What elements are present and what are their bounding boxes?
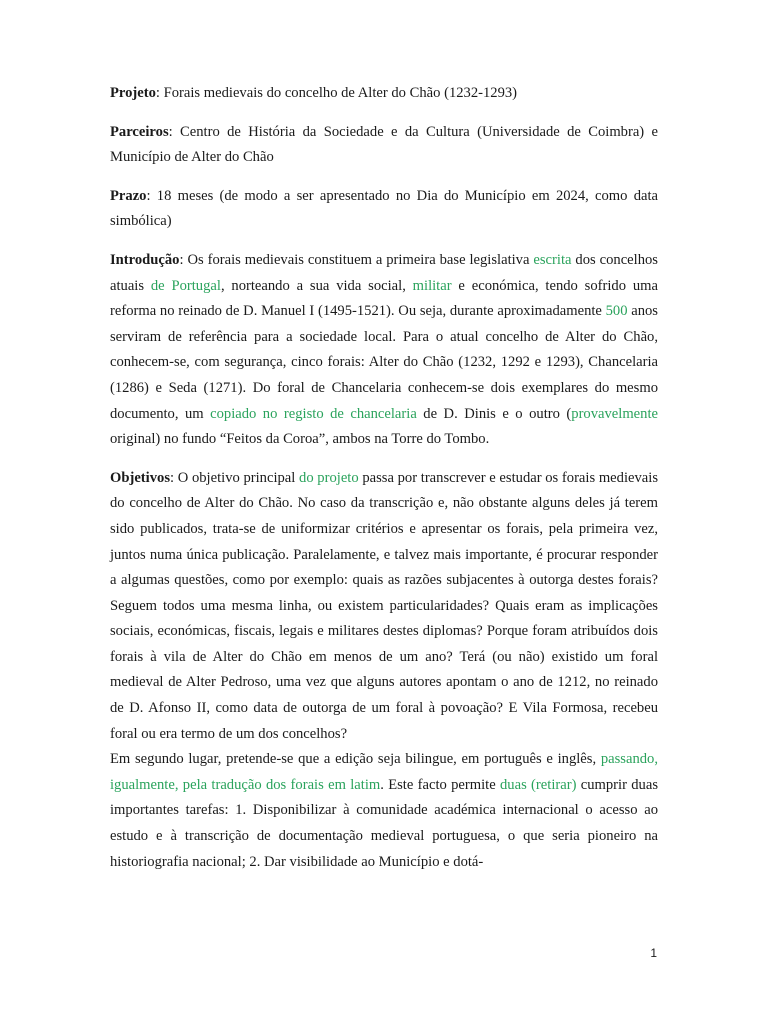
text-segment: e económica, tendo sofrido uma reforma no reinado de D. Manuel I (1495-1521). Ou seja, durante aproximadamente [110, 277, 658, 320]
highlighted-text: passando, igualmente, pela tradução dos forais em latim [110, 751, 658, 793]
label-introducao: Introdução [110, 251, 180, 268]
text-segment: dos concelhos atuais [110, 251, 658, 294]
label-parceiros: Parceiros [110, 123, 169, 140]
paragraph-projeto [110, 81, 658, 107]
text-segment: . Este facto permite [380, 776, 500, 793]
text-segment: Em segundo lugar, pretende-se que a edição seja bilingue, em português e inglês, [110, 751, 601, 768]
text-segment: cumprir duas importantes tarefas: 1. Disponibilizar à comunidade académica internacional o acesso ao estudo e à transcrição de documentação medieval portuguesa, o que seria pioneiro na historiografia nacional; 2. Dar visibilidade ao Município e dotá- [110, 776, 659, 870]
text-parceiros: : Centro de História da Sociedade e da Cultura (Universidade de Coimbra) e Município de Alter do Chão [110, 123, 658, 166]
highlighted-text: 500 [605, 303, 628, 320]
paragraph-introducao [110, 248, 658, 453]
highlighted-text: militar [412, 277, 452, 294]
text-prazo: : 18 meses (de modo a ser apresentado no Dia do Município em 2024, como data simbólica) [110, 187, 658, 230]
text-segment: passa por transcrever e estudar os forais medievais do concelho de Alter do Chão. No caso da transcrição e, não obstante alguns deles já terem sido publicados, trata-se de uniformizar critérios e apresentar os forais, pela primeira vez, juntos numa única publicação. Paralelamente, e talvez mais importante, é procurar responder a algumas questões, como por exemplo: quais as razões subjacentes à outorga destes forais? Seguem todos uma mesma linha, ou existem particularidades? Quais eram as implicações sociais, económicas, fiscais, legais e militares destes diplomas? Porque foram atribuídos dois forais à vila de Alter do Chão em menos de um ano? Terá (ou não) existido um foral medieval de Alter Pedroso, uma vez que alguns autores apontam o ano de 1212, no reinado de D. Afonso II, como data de outorga de um foral à povoação? E Vila Formosa, recebeu foral ou era termo de um dos concelhos? [110, 469, 658, 742]
text-segment: original) no fundo “Feitos da Coroa”, ambos na Torre do Tombo. [110, 431, 490, 448]
label-prazo: Prazo [110, 187, 147, 204]
highlighted-text: provavelmente [571, 405, 658, 422]
text-segment: , norteando a sua vida social, [220, 277, 413, 294]
text-segment: : O objetivo principal [170, 469, 300, 486]
highlighted-text: do projeto [299, 469, 359, 486]
paragraph-segundo-lugar [110, 747, 658, 875]
highlighted-text: escrita [533, 251, 572, 268]
highlighted-text: de Portugal [150, 277, 221, 294]
text-segment: anos serviram de referência para a sociedade local. Para o atual concelho de Alter do Chão, conhecem-se, com segurança, cinco forais: Alter do Chão (1232, 1292 e 1293), Chancelaria (1286) e Seda (1271). Do foral de Chancelaria conhecem-se dois exemplares do mesmo documento, um [110, 303, 658, 422]
highlighted-text: duas (retirar) [500, 776, 577, 793]
text-projeto: : Forais medievais do concelho de Alter do Chão (1232-1293) [155, 85, 518, 101]
paragraph-objetivos [110, 466, 658, 748]
label-projeto: Projeto [110, 85, 156, 101]
text-segment: de D. Dinis e o outro ( [416, 405, 572, 422]
highlighted-text: copiado no registo de chancelaria [210, 405, 417, 422]
label-objetivos: Objetivos [110, 469, 170, 486]
text-segment: : Os forais medievais constituem a primeira base legislativa [179, 251, 534, 268]
paragraph-prazo [110, 184, 658, 235]
paragraph-parceiros [110, 120, 658, 171]
page-number: 1 [650, 946, 657, 960]
